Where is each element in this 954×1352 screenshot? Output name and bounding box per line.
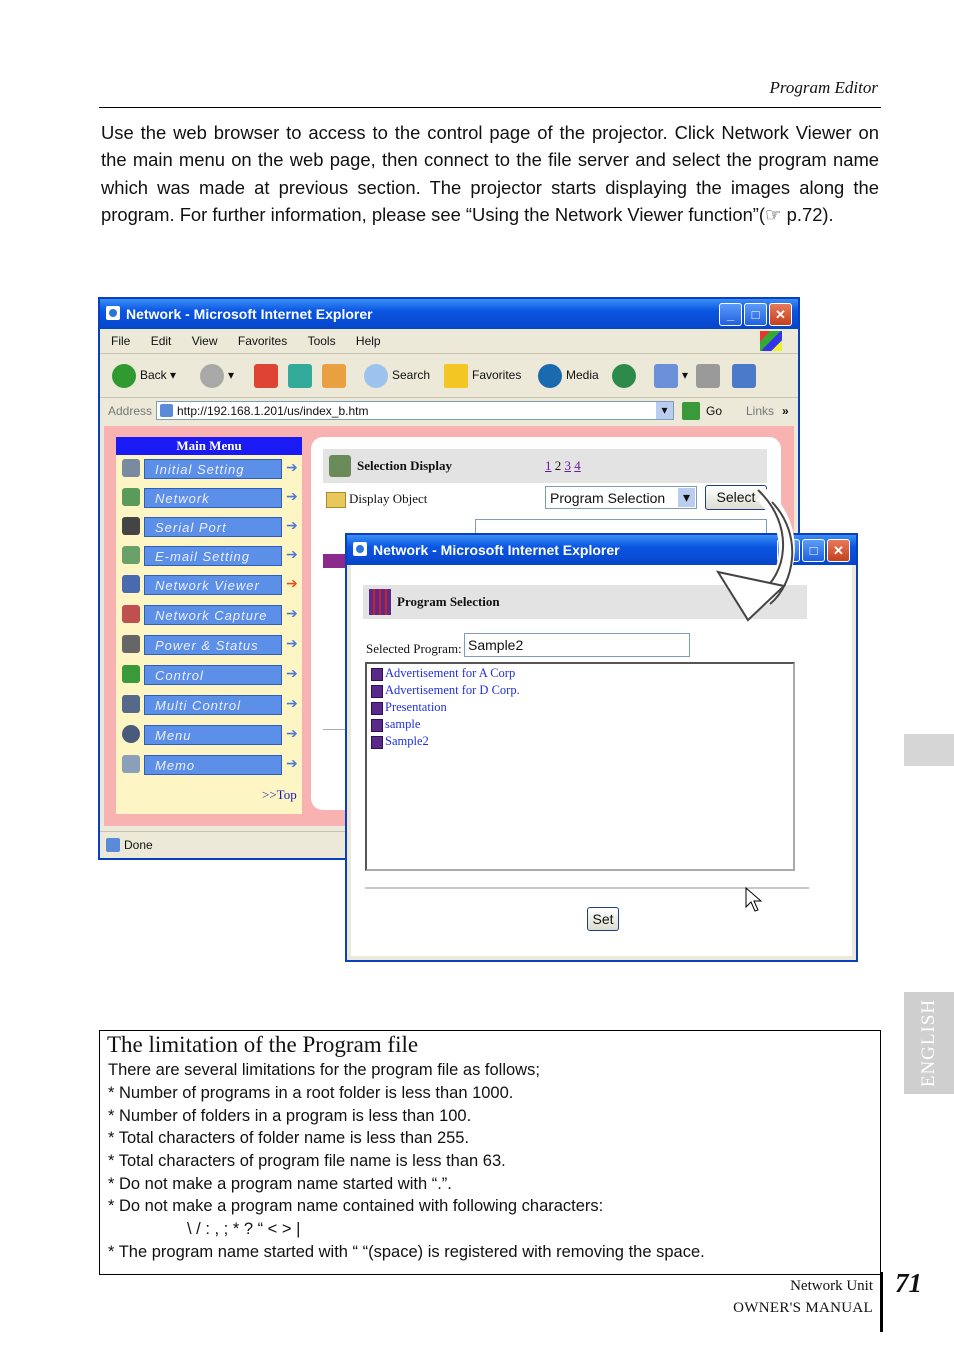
page-links [545, 449, 581, 483]
arrow-right-icon: ➔ [286, 695, 298, 711]
ie-icon [106, 306, 120, 320]
limitation-line: * Number of programs in a root folder is less than 1000. [108, 1084, 514, 1102]
stop-icon [254, 364, 278, 388]
arrow-right-icon: ➔ [286, 635, 298, 651]
arrow-right-icon: ➔ [286, 546, 298, 562]
selection-display-icon [329, 455, 351, 477]
ie-icon [353, 542, 367, 556]
menu-control[interactable]: Control [144, 665, 282, 685]
arrow-right-icon: ➔ [286, 459, 298, 475]
limitation-line: * Number of folders in a program is less than 100. [108, 1107, 472, 1125]
forward-button[interactable]: ▾ [200, 361, 234, 389]
limitation-line: There are several limitations for the program file as follows; [108, 1061, 540, 1079]
back-button[interactable]: Back ▾ [112, 361, 176, 389]
menu-network[interactable]: Network [144, 488, 282, 508]
ie-menubar [100, 329, 798, 354]
list-item[interactable]: Advertisement for D Corp. [371, 683, 520, 698]
ie-titlebar [100, 299, 798, 329]
limitation-line: * Do not make a program name contained with following characters: [108, 1197, 604, 1215]
maximize-icon[interactable]: □ [744, 303, 767, 326]
menu-serial-port[interactable]: Serial Port [144, 517, 282, 537]
divider [323, 729, 345, 730]
program-selection-header: Program Selection [363, 585, 807, 619]
running-header: Program Editor [769, 78, 878, 97]
ie-title: Network - Microsoft Internet Explorer [126, 306, 373, 322]
menu-network-viewer[interactable]: Network Viewer [144, 575, 282, 595]
program-list[interactable] [365, 662, 795, 871]
folder-icon [326, 492, 346, 508]
english-tab-label: ENGLISH [918, 998, 939, 1088]
arrow-right-icon: ➔ [286, 605, 298, 621]
page-link-1[interactable]: 1 [545, 458, 552, 473]
multi-control-icon [122, 695, 140, 713]
list-item[interactable]: sample [371, 717, 420, 732]
maximize-icon[interactable]: □ [802, 539, 825, 562]
address-label: Address [108, 404, 153, 418]
chevron-right-icon[interactable]: » [782, 404, 789, 418]
arrow-right-icon: ➔ [286, 755, 298, 771]
form-icon [323, 554, 345, 568]
menu-favorites[interactable]: Favorites [237, 334, 288, 348]
print-button[interactable] [696, 361, 724, 389]
address-input[interactable]: http://192.168.1.201/us/index_b.htm ▾ [156, 401, 674, 420]
menu-menu[interactable]: Menu [144, 725, 282, 745]
select-button[interactable]: Select [705, 485, 767, 510]
menu-icon [122, 725, 140, 743]
top-link[interactable]: >>Top [262, 787, 297, 802]
menu-email-setting[interactable]: E-mail Setting [144, 546, 282, 566]
edit-button[interactable] [732, 361, 760, 389]
mail-icon [654, 364, 678, 388]
home-icon [322, 364, 346, 388]
minimize-icon[interactable]: _ [777, 539, 800, 562]
arrow-right-icon: ➔ [286, 725, 298, 741]
selected-program-input[interactable]: Sample2 [464, 633, 690, 657]
chevron-down-icon[interactable]: ▾ [678, 488, 695, 507]
history-icon [612, 364, 636, 388]
arrow-right-icon: ➔ [286, 665, 298, 681]
search-button[interactable]: Search [364, 361, 430, 389]
network-capture-icon [122, 605, 140, 623]
menu-power-status[interactable]: Power & Status [144, 635, 282, 655]
refresh-button[interactable] [288, 361, 316, 389]
list-item[interactable]: Presentation [371, 700, 447, 715]
menu-view[interactable]: View [191, 334, 218, 348]
print-icon [696, 364, 720, 388]
links-button[interactable]: Links [746, 404, 775, 418]
main-menu-title: Main Menu [116, 437, 302, 455]
menu-edit[interactable]: Edit [150, 334, 172, 348]
network-viewer-icon [122, 575, 140, 593]
stop-button[interactable] [254, 361, 282, 389]
history-button[interactable] [612, 361, 640, 389]
header-rule [99, 107, 881, 108]
power-icon [122, 635, 140, 653]
display-object-label: Display Object [349, 491, 428, 506]
control-icon [122, 665, 140, 683]
mail-button[interactable]: ▾ [654, 361, 688, 389]
page-link-4[interactable]: 4 [574, 458, 581, 473]
home-button[interactable] [322, 361, 350, 389]
menu-help[interactable]: Help [355, 334, 381, 348]
menu-file[interactable]: File [111, 334, 131, 348]
set-button[interactable]: Set [587, 907, 619, 931]
address-dropdown-icon[interactable]: ▾ [656, 402, 673, 419]
mouse-cursor-icon [744, 887, 762, 913]
close-icon[interactable]: ✕ [769, 303, 792, 326]
list-item[interactable]: Sample2 [371, 734, 429, 749]
intro-link-network-viewer: Network Viewer [721, 122, 852, 143]
page-number: 71 [895, 1268, 922, 1298]
limitation-line: * Do not make a program name started with “.”. [108, 1175, 452, 1193]
menu-initial-setting[interactable]: Initial Setting [144, 459, 282, 479]
program-selection-icon [369, 589, 391, 615]
serial-port-icon [122, 517, 140, 535]
footer-rule [880, 1272, 883, 1332]
search-icon [364, 364, 388, 388]
ie-toolbar [100, 353, 798, 398]
favorites-button[interactable]: Favorites [444, 361, 521, 389]
arrow-right-icon: ➔ [286, 488, 298, 504]
status-bar: Done [100, 831, 798, 858]
limitation-line: \ / : , ; * ? “ < > | [187, 1220, 301, 1238]
network-icon [122, 488, 140, 506]
curved-arrow-icon [700, 480, 810, 640]
footer-line-2: OWNER'S MANUAL [733, 1300, 873, 1316]
page-link-3[interactable]: 3 [564, 458, 571, 473]
page-done-icon [106, 838, 120, 852]
selection-display-header: Selection Display 1 2 3 4 [323, 449, 767, 483]
address-bar [100, 398, 798, 424]
main-menu [116, 437, 302, 814]
forward-arrow-icon [200, 364, 224, 388]
display-object-select[interactable]: Program Selection ▾ [545, 486, 697, 509]
page-link-2: 2 [554, 458, 562, 473]
minimize-icon[interactable]: _ [719, 303, 742, 326]
go-button[interactable]: Go [706, 404, 723, 418]
media-button[interactable]: Media [538, 361, 599, 389]
windows-logo-icon [760, 331, 782, 351]
divider [365, 887, 809, 889]
memo-icon [122, 755, 140, 773]
media-icon [538, 364, 562, 388]
limitation-line: * The program name started with “ “(space) is registered with removing the space. [108, 1243, 705, 1261]
intro-paragraph [101, 119, 879, 228]
menu-tools[interactable]: Tools [307, 334, 336, 348]
back-arrow-icon [112, 364, 136, 388]
lock-icon [122, 459, 140, 477]
menu-multi-control[interactable]: Multi Control [144, 695, 282, 715]
close-icon[interactable]: ✕ [827, 539, 850, 562]
arrow-right-icon: ➔ [286, 575, 298, 591]
list-item[interactable]: Advertisement for A Corp [371, 666, 515, 681]
arrow-right-icon: ➔ [286, 517, 298, 533]
email-icon [122, 546, 140, 564]
menu-memo[interactable]: Memo [144, 755, 282, 775]
side-tab-marker [904, 734, 954, 766]
star-icon [444, 364, 468, 388]
menu-network-capture[interactable]: Network Capture [144, 605, 282, 625]
footer-line-1: Network Unit [790, 1278, 873, 1294]
go-arrow-icon[interactable] [682, 402, 700, 420]
intro-text-1: Use the web browser to access to the control page of the projector. Click [101, 122, 722, 143]
page-icon [160, 404, 173, 417]
limitation-line: * Total characters of program file name is less than 63. [108, 1152, 506, 1170]
intro-text-2: on the main menu on the web page, then connect to the file server and select the program name which was made at previous section. The projector starts displaying the images along the program. For further information, please see “Using the Network Viewer function”(☞ p.72). [101, 122, 879, 225]
limitation-line: * Total characters of folder name is less than 255. [108, 1129, 470, 1147]
limitation-title: The limitation of the Program file [107, 1032, 419, 1057]
popup-title: Network - Microsoft Internet Explorer [373, 542, 620, 558]
refresh-icon [288, 364, 312, 388]
edit-icon [732, 364, 756, 388]
selected-program-label: Selected Program: [366, 641, 462, 656]
